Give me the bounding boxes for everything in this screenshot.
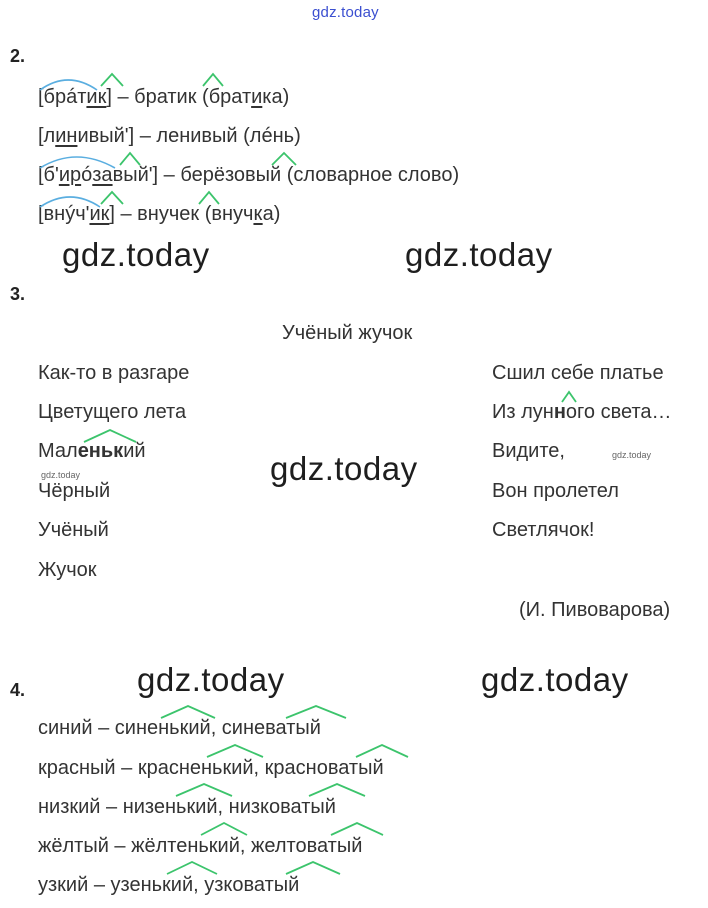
poem-left-line-3: Маленький: [38, 440, 146, 462]
poem-left-line-1: Как-то в разгаре: [38, 362, 190, 384]
section-4-line-3: низкий – низенький, низковатый: [38, 796, 336, 818]
suffix-mark-13: [176, 784, 232, 796]
section-4-line-2: красный – красненький, красноватый: [38, 757, 384, 779]
suffix-mark-12: [356, 745, 408, 757]
poem-title: Учёный жучок: [282, 322, 413, 344]
suffix-mark-14: [309, 784, 365, 796]
watermark-2: gdz.today: [405, 236, 553, 273]
watermark-small-1: gdz.today: [41, 470, 81, 480]
section-4-line-1: синий – синенький, синеватый: [38, 717, 321, 739]
watermark-4: gdz.today: [137, 661, 285, 698]
suffix-mark-15: [201, 823, 247, 835]
section-2-number: 2.: [10, 46, 26, 66]
poem-right-line-4: Вон пролетел: [492, 480, 619, 502]
suffix-mark-2: [203, 74, 223, 86]
section-2-line-1: [брáтик] – братик (братика): [38, 86, 290, 108]
section-4-line-4: жёлтый – жёлтенький, желтоватый: [38, 835, 363, 857]
watermark-3: gdz.today: [270, 450, 418, 487]
poem-right-line-5: Светлячок!: [492, 519, 595, 541]
section-4-number: 4.: [10, 680, 26, 700]
suffix-mark-17: [167, 862, 217, 874]
watermark-small-2: gdz.today: [612, 450, 652, 460]
poem-left-line-2: Цветущего лета: [38, 401, 187, 423]
poem-right-line-3: Видите,: [492, 440, 565, 462]
watermark-5: gdz.today: [481, 661, 629, 698]
suffix-mark-11: [207, 745, 263, 757]
poem-left-line-5: Учёный: [38, 519, 109, 541]
poem-left-line-4: Чёрный: [38, 480, 111, 502]
poem-left-line-6: Жучок: [38, 559, 97, 581]
section-3-number: 3.: [10, 284, 26, 304]
section-4-line-5: узкий – узенький, узковатый: [38, 874, 300, 896]
watermark-top: gdz.today: [312, 4, 379, 21]
watermark-1: gdz.today: [62, 236, 210, 273]
poem-right-line-2: Из лунного света…: [492, 401, 672, 423]
suffix-mark-18: [286, 862, 340, 874]
section-2-line-4: [внýч'ик] – внучек (внучка): [38, 203, 281, 225]
suffix-mark-16: [331, 823, 383, 835]
suffix-mark-1: [101, 74, 123, 86]
poem-right-line-1: Сшил себе платье: [492, 362, 664, 384]
section-2-line-3: [б'ирóзавый'] – берёзовый (словарное слово): [38, 164, 460, 186]
poem-author: (И. Пивоварова): [519, 599, 671, 621]
section-2-line-2: [линивый'] – ленивый (лéнь): [38, 125, 301, 147]
